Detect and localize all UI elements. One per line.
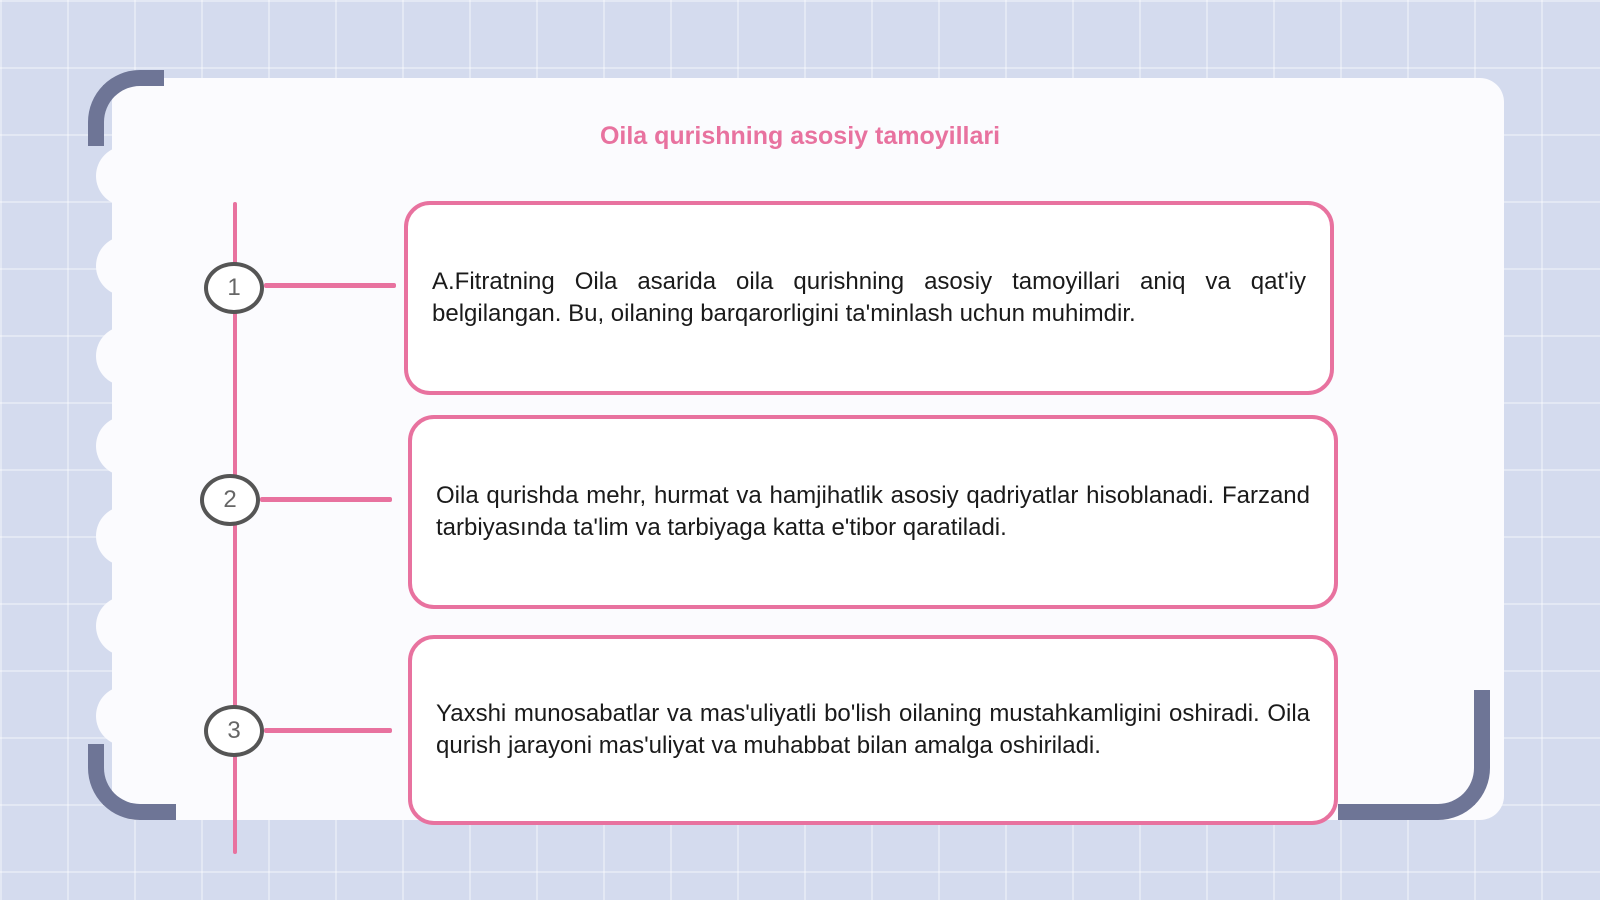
timeline-connector [264, 283, 396, 288]
notebook-scallop [96, 236, 126, 296]
frame-corner-bottom-right [1338, 690, 1490, 820]
notebook-scallop [96, 416, 126, 476]
step-text-2: Oila qurishda mehr, hurmat va hamjihatlik asosiy qadriyatlar hisoblanadi. Farzand tarbiyasında ta'lim va tarbiyaga katta e'tibor qaratiladi. [436, 482, 1310, 541]
notebook-scallop [96, 596, 126, 656]
step-box-2 [408, 415, 1338, 609]
notebook-scallop [96, 686, 126, 746]
notebook-scallop [96, 146, 126, 206]
slide-title: Oila qurishning asosiy tamoyillari [599, 122, 1001, 150]
step-number-2: 2 [200, 474, 260, 526]
notebook-scallop [96, 326, 126, 386]
step-box-1 [404, 201, 1334, 395]
timeline-connector [260, 497, 392, 502]
notebook-scallop [96, 506, 126, 566]
step-text-3: Yaxshi munosabatlar va mas'uliyatli bo'lish oilaning mustahkamligini oshiradi. Oila qurish jarayoni mas'uliyat va muhabbat bilan amalga oshiriladi. [436, 700, 1310, 759]
step-box-3 [408, 635, 1338, 825]
step-number-1: 1 [204, 262, 264, 314]
step-text-1: A.Fitratning Oila asarida oila qurishning asosiy tamoyillari aniq va qat'iy belgilangan. Bu, oilaning barqarorligini ta'minlash uchun muhimdir. [432, 268, 1306, 327]
step-number-3: 3 [204, 705, 264, 757]
frame-corner-bottom-left [88, 744, 176, 820]
timeline-connector [264, 728, 392, 733]
